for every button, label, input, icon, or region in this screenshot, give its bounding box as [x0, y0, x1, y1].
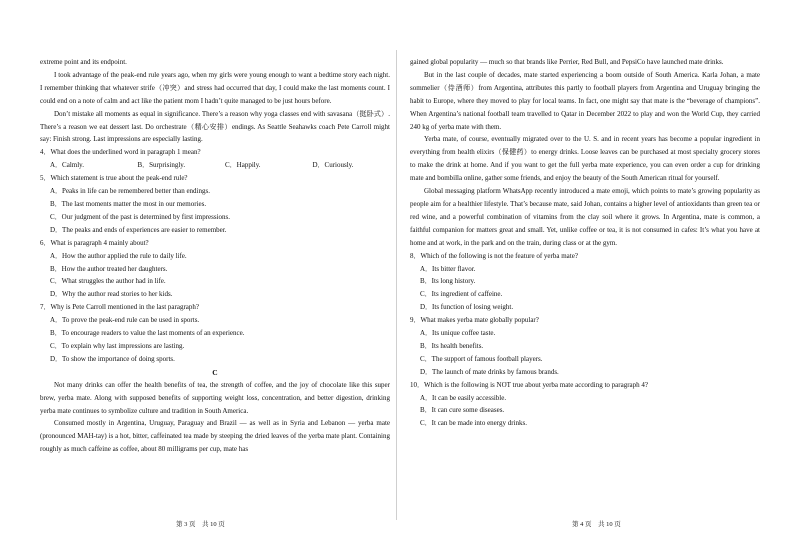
option-c: C．What struggles the author had in life.: [50, 277, 166, 286]
question-8-stem: 8．Which of the following is not the feature of yerba mate?: [410, 251, 578, 260]
passage-b-paragraph-5: Don’t mistake all moments as equal in significance. There’s a reason why yoga classes end with savasana（挺卧式）. There’s a reason we eat dessert last. Do orchestrate（精心安排）endings. As Seattle Seahawks coach Pete Carroll might say: Finish strong. Last impressions are especially lasting.: [40, 109, 390, 144]
option-a: A．Its unique coffee taste.: [420, 329, 496, 338]
option-a: A．How the author applied the rule to daily life.: [50, 251, 187, 260]
page-number-right: 第 4 页 共 10 页: [572, 521, 621, 528]
option-b: B．Its health benefits.: [420, 341, 484, 350]
question-4: [40, 146, 390, 172]
passage-c-paragraph-2: Consumed mostly in Argentina, Uruguay, Paraguay and Brazil — as well as in Syria and Lebanon — yerba mate (pronounced MAH-tay) is a hot, bitter, caffeinated tea made by steeping the dried leaves of the yerba mate plant. Containing roughly as much caffeine as coffee, about 80 milligrams per cup, mate has: [40, 419, 390, 454]
option-c: C．Happily.: [225, 161, 261, 170]
option-b: B．How the author treated her daughters.: [50, 264, 168, 273]
question-7: [40, 301, 390, 366]
option-d: D．Its function of losing weight.: [420, 303, 514, 312]
passage-b-paragraph-4: I took advantage of the peak-end rule years ago, when my girls were young enough to want a bedtime story each night. I remember thinking that whatever strife（冲突）and stress had occurred that day, I could make the last moments count. I could end on a note of calm and act like the patient mom I hadn’t quite managed to be just hours before.: [40, 70, 390, 105]
option-b: B．To encourage readers to value the last moments of an experience.: [50, 329, 245, 338]
question-6: [40, 237, 390, 302]
option-c: C．The support of famous football players.: [420, 354, 543, 363]
question-5: [40, 172, 390, 237]
question-9-stem: 9．What makes yerba mate globally popular?: [410, 316, 539, 325]
option-b: B．The last moments matter the most in our memories.: [50, 199, 207, 208]
option-d: D．To show the importance of doing sports.: [50, 354, 175, 363]
left-column: [40, 56, 390, 456]
option-b: B．It can cure some diseases.: [420, 406, 505, 415]
option-d: D．Curiously.: [312, 161, 354, 170]
option-c: C．Its ingredient of caffeine.: [420, 290, 503, 299]
passage-b-ending: extreme point and its endpoint.: [40, 58, 127, 66]
page-number-left: 第 3 页 共 10 页: [176, 521, 225, 528]
question-9: [410, 314, 760, 379]
option-d: D．Why the author read stories to her kids.: [50, 290, 173, 299]
right-column: [410, 56, 760, 430]
question-4-options: [40, 159, 390, 172]
question-5-stem: 5．Which statement is true about the peak-end rule?: [40, 174, 188, 183]
passage-c-paragraph-2-cont: gained global popularity — much so that brands like Perrier, Red Bull, and PepsiCo have launched mate drinks.: [410, 58, 724, 66]
option-d: D．The launch of mate drinks by famous brands.: [420, 367, 559, 376]
option-b: B．Its long history.: [420, 277, 476, 286]
column-divider: [396, 50, 397, 520]
section-c-heading: C: [212, 367, 218, 377]
question-8: [410, 250, 760, 315]
option-a: A．It can be easily accessible.: [420, 393, 507, 402]
question-10-stem: 10．Which is the following is NOT true about yerba mate according to paragraph 4?: [410, 380, 648, 389]
passage-c-paragraph-4: Yerba mate, of course, eventually migrated over to the U. S. and in recent years has become a popular ingredient in everything from health elixirs（保健药）to energy drinks. Loose leaves can be purchased at most specialty grocery stores to make the drink at home. And if you want to get the full yerba mate experience, you can even order a cup for drinking mate and bombilla online, gather some friends, and enjoy the beauty of the South American ritual for yourself.: [410, 135, 760, 183]
option-b: B．Surprisingly.: [137, 161, 186, 170]
question-7-stem: 7．Why is Pete Carroll mentioned in the last paragraph?: [40, 303, 200, 312]
passage-c-paragraph-3: But in the last couple of decades, mate started experiencing a boom outside of South America. Karla Johan, a mate sommelier（侍酒师）from Argentina, attributes this partly to football players from Argentina and Uruguay bringing the habit to Europe, where they moved to play for local teams. In fact, one might say that mate is the “beverage of champions”. When Argentina’s national football team travelled to Qatar in December 2022 to play and won the World Cup, they carried 240 kg of yerba mate with them.: [410, 70, 760, 131]
option-d: D．The peaks and ends of experiences are easier to remember.: [50, 225, 227, 234]
question-4-stem: 4．What does the underlined word in paragraph 1 mean?: [40, 148, 201, 157]
option-a: A．Its bitter flavor.: [420, 264, 476, 273]
passage-c-paragraph-1: Not many drinks can offer the health benefits of tea, the strength of coffee, and the joy of chocolate like this super brew, yerba mate. Along with supposed benefits of supporting weight loss, concentration, and better digestion, drinking yerba mate continues to symbolize culture and tradition in South America.: [40, 380, 390, 415]
option-a: A．Peaks in life can be remembered better than endings.: [50, 187, 210, 196]
option-c: C．Our judgment of the past is determined by first impressions.: [50, 212, 231, 221]
option-a: A．Calmly.: [50, 161, 84, 170]
option-a: A．To prove the peak-end rule can be used in sports.: [50, 316, 200, 325]
question-10: [410, 379, 760, 431]
option-c: C．To explain why last impressions are lasting.: [50, 341, 185, 350]
question-6-stem: 6．What is paragraph 4 mainly about?: [40, 238, 149, 247]
option-c: C．It can be made into energy drinks.: [420, 419, 527, 428]
passage-c-paragraph-5: Global messaging platform WhatsApp recently introduced a mate emoji, which points to mate’s growing popularity as people aim for a healthier lifestyle. That’s because mate, said Johan, contains a higher level of antioxidants than green tea or red wine, and a powerful combination of vitamins from the clay soil where it grows. In Argentina, mate is common, a faithful companion for matters great and small. Yet, unlike coffee or tea, it is not consumed in cafes: It’s what you have at home and at work, in the park and on the train, during class or at the gym.: [410, 187, 760, 247]
